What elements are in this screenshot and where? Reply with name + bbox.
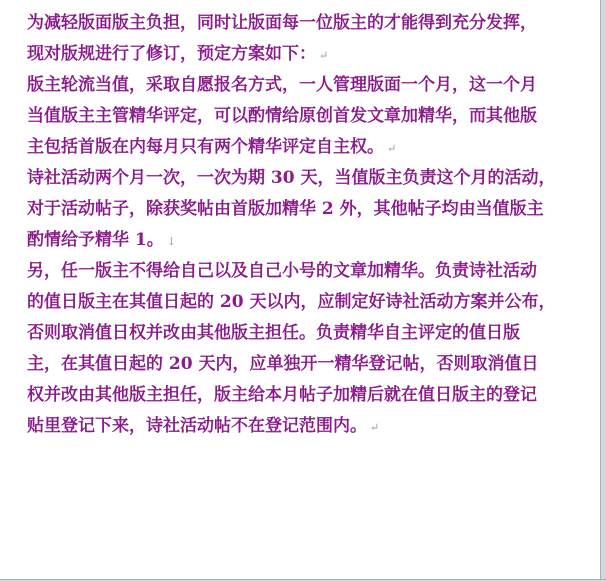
line-text: 当值版主主管精华评定，可以酌情给原创首发文章加精华，而其他版 xyxy=(27,106,537,126)
text-line xyxy=(27,163,587,194)
line-text: 版主轮流当值，采取自愿报名方式，一人管理版面一个月，这一个月 xyxy=(27,75,537,95)
paragraph-mark: ↵ xyxy=(370,421,380,434)
text-line xyxy=(27,287,587,318)
line-text: 权并改由其他版主担任，版主给本月帖子加精后就在值日版主的登记 xyxy=(27,385,537,405)
text-line xyxy=(27,39,587,70)
line-text: 另，任一版主不得给自己以及自己小号的文章加精华。负责诗社活动 xyxy=(27,261,537,281)
text-line xyxy=(27,70,587,101)
text-line xyxy=(27,194,587,225)
text-line xyxy=(27,349,587,380)
line-text: 为减轻版面版主负担，同时让版面每一位版主的才能得到充分发挥， xyxy=(27,13,537,33)
text-line xyxy=(27,318,587,349)
line-text: 主包括首版在内每月只有两个精华评定自主权。 xyxy=(27,137,384,157)
paragraph-mark: ↵ xyxy=(387,142,397,155)
window-frame-right xyxy=(600,0,606,582)
line-text: 对于活动帖子，除获奖帖由首版加精华 2 外，其他帖子均由当值版主 xyxy=(27,199,544,219)
line-text: 主，在其值日起的 20 天内，应单独开一精华登记帖，否则取消值日 xyxy=(27,354,539,374)
line-text: 的值日版主在其值日起的 20 天以内，应制定好诗社活动方案并公布， xyxy=(27,292,556,312)
line-text: 诗社活动两个月一次，一次为期 30 天，当值版主负责这个月的活动， xyxy=(27,168,556,188)
line-break-mark: ↓ xyxy=(166,235,176,248)
paragraph-mark: ↵ xyxy=(319,49,329,62)
text-line xyxy=(27,411,587,442)
text-line xyxy=(27,132,587,163)
line-text: 否则取消值日权并改由其他版主担任。负责精华自主评定的值日版 xyxy=(27,323,520,343)
line-text: 现对版规进行了修订，预定方案如下： xyxy=(27,44,316,64)
text-line xyxy=(27,380,587,411)
text-line xyxy=(27,101,587,132)
text-line xyxy=(27,225,587,256)
text-line xyxy=(27,256,587,287)
line-text: 贴里登记下来，诗社活动帖不在登记范围内。 xyxy=(27,416,367,436)
text-line xyxy=(27,8,587,39)
line-text: 酌情给予精华 1。 xyxy=(27,230,164,250)
document-body xyxy=(27,8,587,442)
